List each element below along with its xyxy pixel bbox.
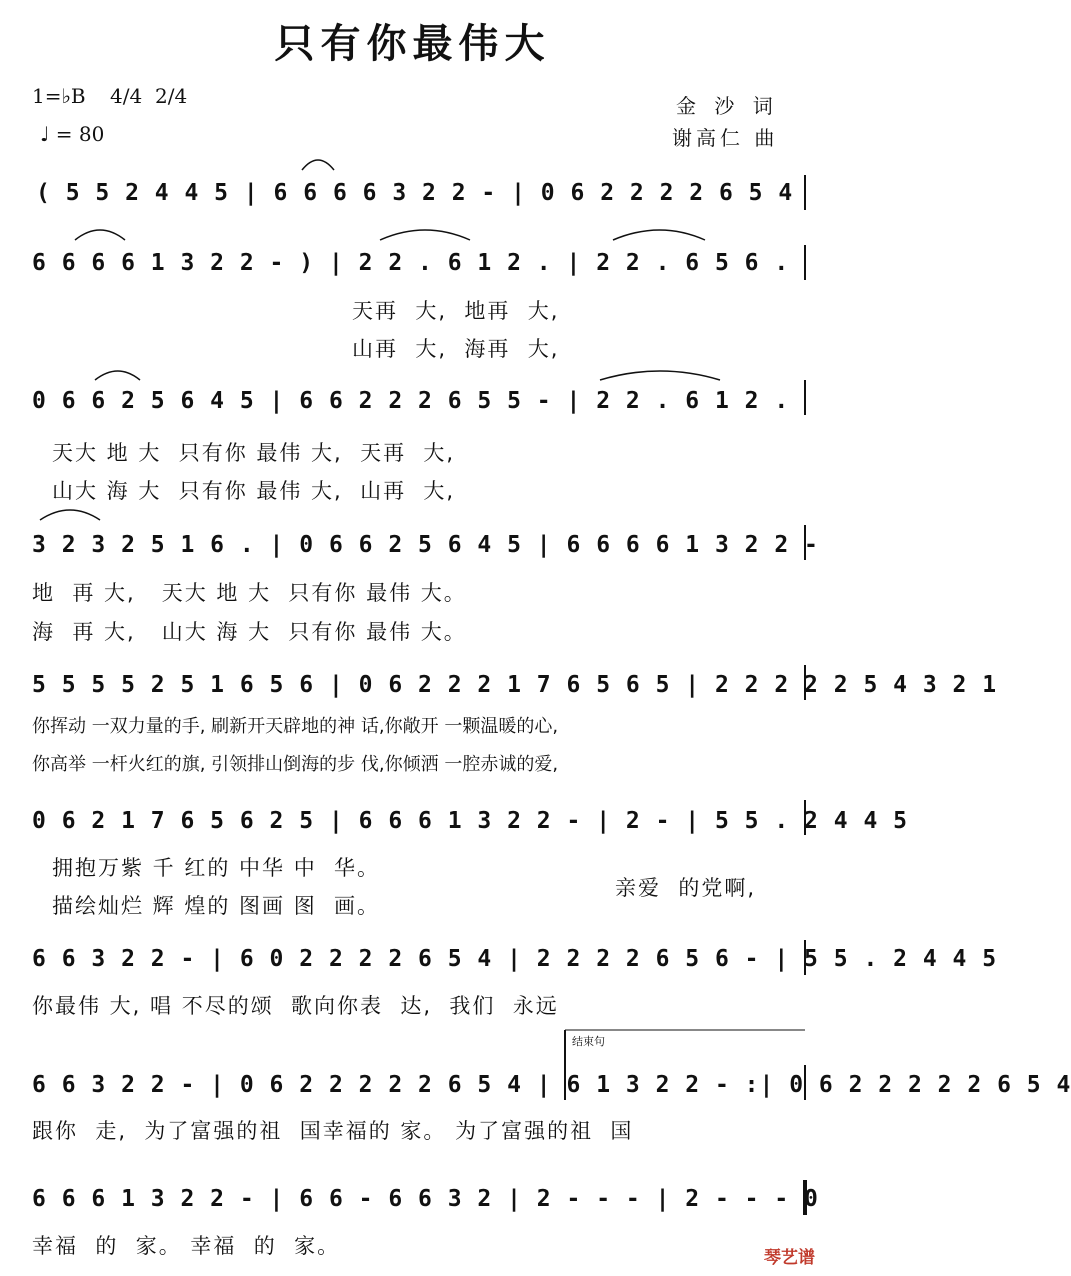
score-row-5: 5 5 5 5 2 5 1 6 5 6 | 0 6 2 2 2 1 7 6 5 6 5 | 2 2 2 2 2 5 4 3 2 1 <box>32 672 998 698</box>
score-row-3: 0 6 6 2 5 6 4 5 | 6 6 2 2 2 6 5 5 - | 2 2 . 6 1 2 . <box>32 388 790 414</box>
score-row-8: 6 6 3 2 2 - | 0 6 2 2 2 2 2 6 5 4 | 6 1 3 2 2 - :| 0 6 2 2 2 2 2 6 5 4 <box>32 1072 1071 1098</box>
lyric-row-6-verse-2: 描绘灿烂 辉 煌的 图画 图 画。 <box>52 894 381 918</box>
lyric-row-6-verse-1: 拥抱万紫 千 红的 中华 中 华。 <box>52 856 381 880</box>
score-row-7: 6 6 3 2 2 - | 6 0 2 2 2 2 6 5 4 | 2 2 2 2 6 5 6 - | 5 5 . 2 4 4 5 <box>32 946 998 972</box>
score-row-4: 3 2 3 2 5 1 6 . | 0 6 6 2 5 6 4 5 | 6 6 6 6 1 3 2 2 - <box>32 532 819 558</box>
score-row-2: 6 6 6 6 1 3 2 2 - ) | 2 2 . 6 1 2 . | 2 2 . 6 5 6 . <box>32 250 790 276</box>
time-signature-2-4: 2/4 <box>155 84 188 108</box>
lyric-row-2-verse-2: 山再 大, 海再 大, <box>352 337 560 361</box>
lyric-row-2-verse-1: 天再 大, 地再 大, <box>352 299 560 323</box>
lyric-row-5-verse-2: 你高举 一杆火红的旗, 引领排山倒海的步 伐,你倾洒 一腔赤诚的爱, <box>32 754 559 775</box>
ending-label: 结束句 <box>572 1035 605 1048</box>
lyric-row-3-verse-1: 天大 地 大 只有你 最伟 大, 天再 大, <box>52 441 456 465</box>
site-watermark: 琴艺谱 <box>764 1248 815 1268</box>
score-row-9: 6 6 6 1 3 2 2 - | 6 6 - 6 6 3 2 | 2 - - - | 2 - - - 0 <box>32 1186 819 1212</box>
lyric-row-9: 幸福 的 家。 幸福 的 家。 <box>32 1234 341 1258</box>
lyric-row-4-verse-1: 地 再 大, 天大 地 大 只有你 最伟 大。 <box>32 581 467 605</box>
score-row-6: 0 6 2 1 7 6 5 6 2 5 | 6 6 6 1 3 2 2 - | 2 - | 5 5 . 2 4 4 5 <box>32 808 908 834</box>
tempo-marking: ♩ = 80 <box>40 122 105 146</box>
score-row-1: ( 5 5 2 4 4 5 | 6 6 6 6 3 2 2 - | 0 6 2 2 2 2 6 5 4 <box>36 180 794 206</box>
lyric-row-4-verse-2: 海 再 大, 山大 海 大 只有你 最伟 大。 <box>32 620 467 644</box>
lyric-row-3-verse-2: 山大 海 大 只有你 最伟 大, 山再 大, <box>52 479 456 503</box>
lyricist-credit: 金 沙 词 <box>676 94 779 118</box>
key-signature: 1=♭B <box>32 84 86 108</box>
lyric-row-8: 跟你 走, 为了富强的祖 国幸福的 家。 为了富强的祖 国 <box>32 1119 634 1143</box>
lyric-row-5-verse-1: 你挥动 一双力量的手, 刷新开天辟地的神 话,你敞开 一颗温暖的心, <box>32 716 559 737</box>
time-signature-4-4: 4/4 <box>110 84 143 108</box>
song-title: 只有你最伟大 <box>274 21 551 67</box>
lyric-row-6-refrain: 亲爱 的党啊, <box>615 876 757 900</box>
composer-credit: 谢高仁 曲 <box>672 126 779 150</box>
lyric-row-7: 你最伟 大, 唱 不尽的颂 歌向你表 达, 我们 永远 <box>32 994 559 1018</box>
